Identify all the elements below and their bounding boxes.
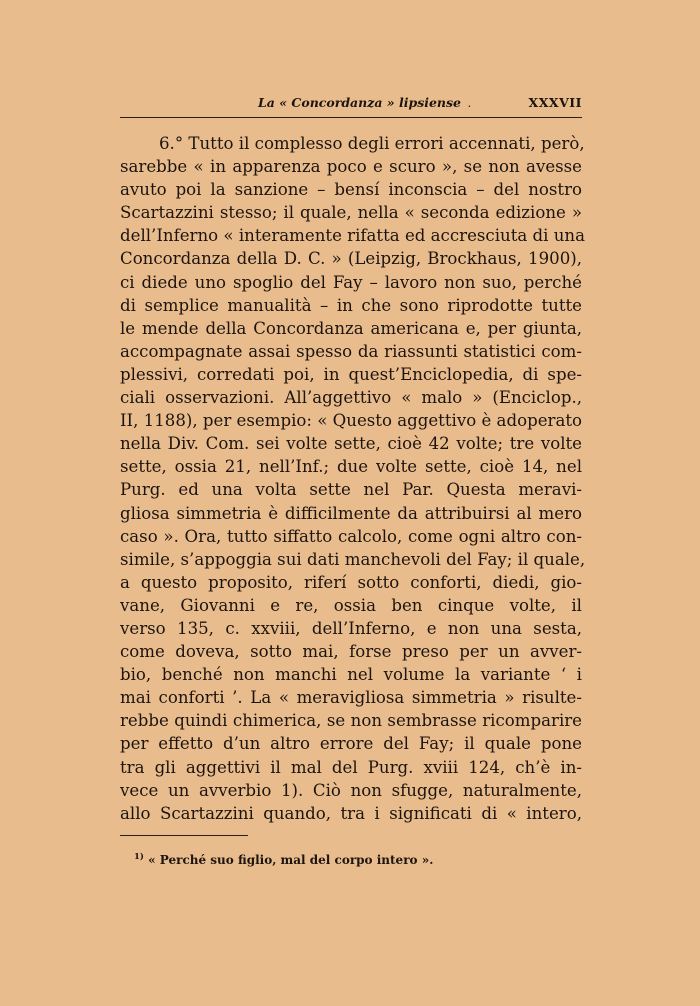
header-rule <box>120 117 582 118</box>
running-title: La « Concordanza » lipsiense <box>258 95 462 110</box>
footnote-marker: 1) <box>134 852 144 862</box>
running-header <box>120 95 582 115</box>
text-line: per effetto d’un altro errore del Fay; il quale pone <box>120 734 582 754</box>
body-text <box>120 132 586 825</box>
text-line: a questo proposito, riferí sotto conforti, diedi, gio- <box>120 572 582 592</box>
text-line: II, 1188), per esempio: « Questo aggettivo è adoperato <box>120 411 582 431</box>
text-line: sarebbe « in apparenza poco e scuro », se non avesse <box>120 157 582 177</box>
text-line: Scartazzini stesso; il quale, nella « seconda edizione » <box>120 203 582 223</box>
text-line: verso 135, c. xxviii, dell’Inferno, e non una sesta, <box>120 618 582 638</box>
page-number: XXXVII <box>528 95 582 110</box>
text-line: Purg. ed una volta sette nel Par. Questa meravi- <box>120 480 582 500</box>
text-line: dell’Inferno « interamente rifatta ed accresciuta di una <box>120 226 585 246</box>
text-line: allo Scartazzini quando, tra i significati di « intero, <box>120 803 582 823</box>
header-mark: · <box>468 101 471 111</box>
text-line: plessivi, corredati poi, in quest’Enciclopedia, di spe- <box>120 364 582 384</box>
text-line: di semplice manualità – in che sono riprodotte tutte <box>120 295 582 315</box>
text-line: 6.° Tutto il complesso degli errori accennati, però, <box>159 134 585 153</box>
text-line: sette, ossia 21, nell’Inf.; due volte sette, cioè 14, nel <box>120 457 582 477</box>
footnote-rule <box>120 835 248 836</box>
footnote <box>134 852 433 867</box>
text-line: vane, Giovanni e re, ossia ben cinque volte, il <box>120 595 582 615</box>
text-line: ci diede uno spoglio del Fay – lavoro non suo, perché <box>120 272 582 292</box>
text-line: nella Div. Com. sei volte sette, cioè 42 volte; tre volte <box>120 434 582 454</box>
text-line: caso ». Ora, tutto siffatto calcolo, come ogni altro con- <box>120 526 582 546</box>
text-line: accompagnate assai spesso da riassunti statistici com- <box>120 341 582 361</box>
text-line: rebbe quindi chimerica, se non sembrasse ricomparire <box>120 711 582 731</box>
text-line: gliosa simmetria è difficilmente da attribuirsi al mero <box>120 503 582 523</box>
text-line: come doveva, sotto mai, forse preso per un avver- <box>120 642 582 662</box>
text-line: simile, s’appoggia sui dati manchevoli del Fay; il quale, <box>120 549 586 569</box>
text-line: bio, benché non manchi nel volume la variante ‘ i <box>120 665 582 685</box>
text-line: vece un avverbio 1). Ciò non sfugge, naturalmente, <box>120 780 582 800</box>
text-line: avuto poi la sanzione – bensí inconscia – del nostro <box>120 180 582 200</box>
text-line: ciali osservazioni. All’aggettivo « malo » (Enciclop., <box>120 388 582 408</box>
text-line: le mende della Concordanza americana e, per giunta, <box>120 318 582 338</box>
footnote-text: « Perché suo figlio, mal del corpo intero ». <box>148 853 434 867</box>
text-line: tra gli aggettivi il mal del Purg. xviii 124, ch’è in- <box>120 757 582 777</box>
text-line: Concordanza della D. C. » (Leipzig, Brockhaus, 1900), <box>120 249 582 269</box>
text-line: mai conforti ’. La « meravigliosa simmetria » risulte- <box>120 688 582 708</box>
